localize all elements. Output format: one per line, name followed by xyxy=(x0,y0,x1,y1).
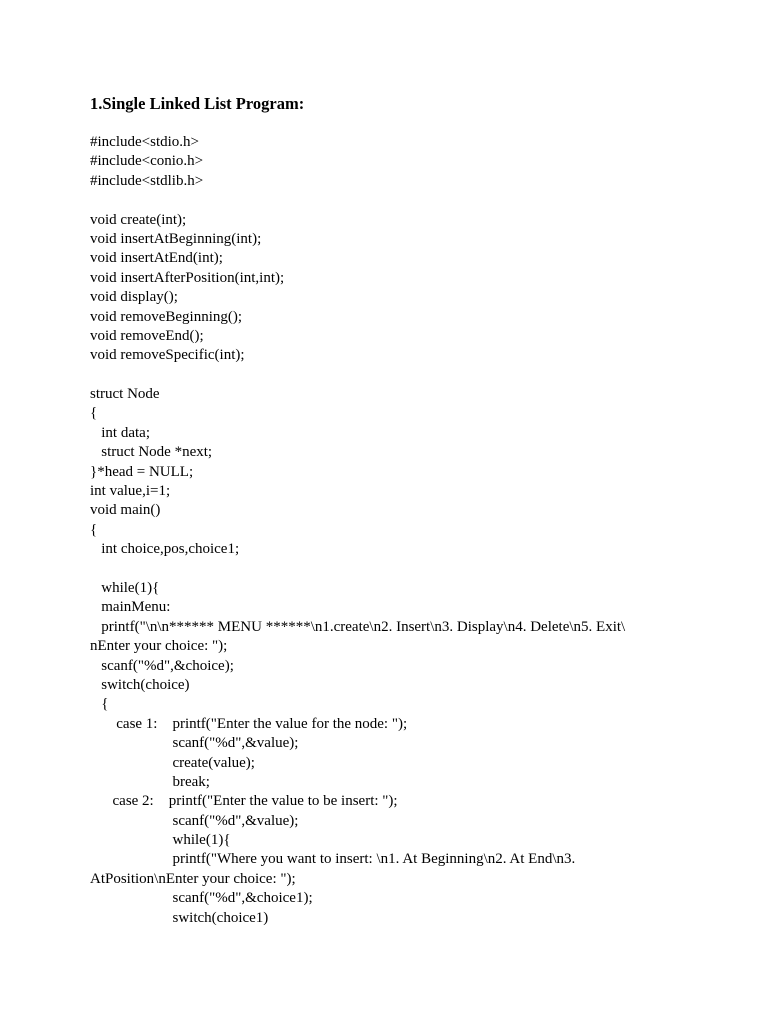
code-line: #include<stdlib.h> xyxy=(90,172,204,189)
code-block xyxy=(90,133,690,928)
code-line: void insertAfterPosition(int,int); xyxy=(90,269,285,286)
document-title: 1.Single Linked List Program: xyxy=(90,94,305,113)
code-line: scanf("%d",&choice1); xyxy=(90,890,313,907)
code-line: int data; xyxy=(90,424,150,441)
code-line: void main() xyxy=(90,502,161,519)
code-line: { xyxy=(90,696,109,713)
code-line: #include<stdio.h> xyxy=(90,134,199,150)
code-line: while(1){ xyxy=(90,579,160,596)
code-line: struct Node *next; xyxy=(90,444,213,461)
code-line: void insertAtBeginning(int); xyxy=(90,230,262,247)
blank-line xyxy=(90,366,690,385)
code-line: create(value); xyxy=(90,754,255,771)
code-line: scanf("%d",&value); xyxy=(90,735,299,752)
code-line: mainMenu: xyxy=(90,599,171,616)
code-line: int value,i=1; xyxy=(90,483,171,500)
code-line: struct Node xyxy=(90,386,160,403)
code-line: scanf("%d",&choice); xyxy=(90,657,234,674)
code-line: scanf("%d",&value); xyxy=(90,812,299,829)
code-line: switch(choice) xyxy=(90,676,190,693)
code-line: switch(choice1) xyxy=(90,909,269,926)
blank-line xyxy=(90,560,690,579)
code-line: int choice,pos,choice1; xyxy=(90,541,240,558)
code-line: printf("Where you want to insert: \n1. At Beginning\n2. At End\n3. xyxy=(90,851,576,868)
document-body xyxy=(90,94,690,928)
code-line: void display(); xyxy=(90,289,178,306)
code-line: void removeEnd(); xyxy=(90,327,204,344)
code-line: nEnter your choice: "); xyxy=(90,638,228,655)
code-line: AtPosition\nEnter your choice: "); xyxy=(90,870,296,887)
code-line: void removeBeginning(); xyxy=(90,308,243,325)
code-line: break; xyxy=(90,773,210,790)
code-line: case 2: printf("Enter the value to be insert: "); xyxy=(90,793,398,810)
code-line: void insertAtEnd(int); xyxy=(90,250,223,267)
code-line: void create(int); xyxy=(90,211,187,228)
code-line: #include<conio.h> xyxy=(90,153,204,170)
code-line: case 1: printf("Enter the value for the node: "); xyxy=(90,715,408,732)
code-line: while(1){ xyxy=(90,832,231,849)
code-line: { xyxy=(90,405,98,422)
code-line: }*head = NULL; xyxy=(90,463,194,480)
code-line: { xyxy=(90,521,98,538)
blank-line xyxy=(90,191,690,210)
code-line: void removeSpecific(int); xyxy=(90,347,245,364)
code-line: printf("\n\n****** MENU ******\n1.create\n2. Insert\n3. Display\n4. Delete\n5. Exit\ xyxy=(90,618,626,635)
